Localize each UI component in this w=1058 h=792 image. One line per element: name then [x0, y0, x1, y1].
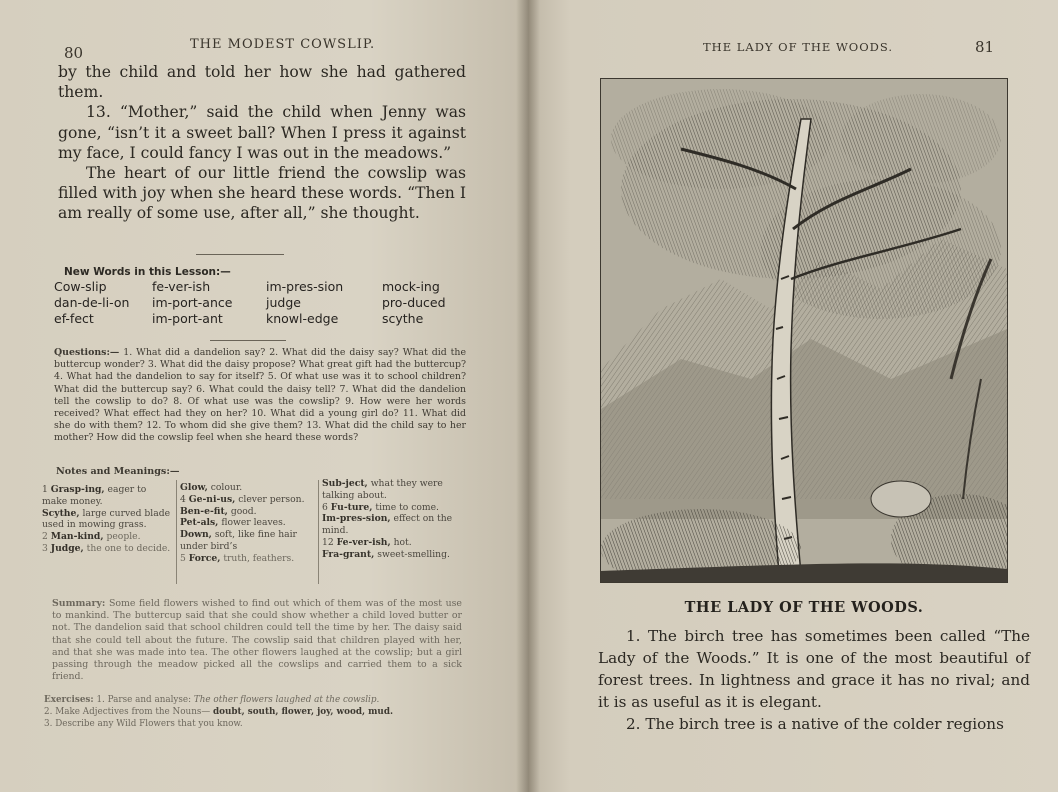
exercises-block — [44, 694, 464, 730]
note-entry: Sub-ject, what they were talking about. — [322, 478, 443, 501]
book-gutter — [516, 0, 540, 792]
new-word: ef-fect — [54, 311, 94, 326]
note-entry: Scythe, large curved blade used in mowing grass. — [42, 507, 171, 531]
birch-tree-illustration — [600, 78, 1008, 583]
paragraph: by the child and told her how she had gathered them. — [58, 63, 466, 102]
paragraph: 1. The birch tree has sometimes been called “The Lady of the Woods.” It is one of the most beautiful of forest trees. In lightness and grace it has no rival; and it is as useful as it is elegant. — [598, 627, 1030, 711]
new-word: pro-duced — [382, 295, 446, 310]
paragraph: 13. “Mother,” said the child when Jenny was gone, “isn’t it a sweet ball? When I press it against my face, I could fancy I was out in the meadows.” — [58, 103, 466, 162]
notes-heading: Notes and Meanings:— — [56, 466, 180, 477]
divider — [210, 340, 286, 341]
note-entry: Down, soft, like fine hair under bird’s — [180, 529, 297, 552]
notes-column-3 — [322, 478, 462, 561]
note-entry: 6 Fu-ture, time to come. — [322, 501, 439, 513]
exercise-item: 2. Make Adjectives from the Nouns— doubt, south, flower, joy, wood, mud. — [44, 707, 394, 717]
exercise-item: 3. Describe any Wild Flowers that you know. — [44, 719, 243, 729]
note-entry: Ben-e-fit, good. — [180, 505, 257, 517]
summary-label: Summary: — [52, 598, 106, 609]
note-entry: Fra-grant, sweet-smelling. — [322, 548, 450, 560]
left-running-head: THE MODEST COWSLIP. — [190, 37, 376, 52]
questions-label: Questions:— — [54, 347, 120, 358]
new-word: im-pres-sion — [266, 279, 344, 294]
new-word: scythe — [382, 311, 424, 326]
summary-block — [52, 598, 462, 683]
note-entry: 5 Force, truth, feathers. — [180, 552, 295, 564]
left-page-number: 80 — [64, 44, 84, 62]
note-entry: 4 Ge-ni-us, clever person. — [180, 493, 305, 505]
note-entry: Pet-als, flower leaves. — [180, 517, 286, 529]
paragraph: The heart of our little friend the cowslip was filled with joy when she heard these words. “Then I am really of some use, after all,” she thought. — [58, 164, 466, 223]
new-word: judge — [266, 295, 301, 310]
note-entry: 12 Fe-ver-ish, hot. — [322, 536, 412, 548]
note-entry: 3 Judge, the one to decide. — [42, 542, 171, 554]
questions-text: 1. What did a dandelion say? 2. What did the daisy say? What did the buttercup wonder? 3. What did the daisy propose? What great gift had the buttercup? 4. What had the dandelion to say for itself? 5. Of what use was it to school children? What did the buttercup say? 6. What could the daisy tell? 7. What did the dandelion tell the cowslip to do? 8. Of what use was the cowslip? 9. How were her words received? What effect had they on her? 10. What did a young girl do? 11. What did she do with them? 12. To whom did she give them? 13. What did the child say to her mother? How did the cowslip feel when she heard these words? — [54, 347, 467, 444]
notes-column-2 — [180, 482, 312, 565]
notes-column-1 — [42, 484, 172, 555]
lesson-title: THE LADY OF THE WOODS. — [684, 599, 924, 616]
new-word: Cow-slip — [54, 279, 107, 294]
paragraph: 2. The birch tree is a native of the colder regions — [626, 715, 1004, 733]
column-divider — [176, 480, 177, 584]
divider — [196, 254, 284, 255]
summary-text: Some field flowers wished to find out which of them was of the most use to mankind. The buttercup said that she could show whether a child loved butter or not. The dandelion said that school children could tell the time by her. The daisy said that she could tell about the future. The cowslip said that children played with her, and that she was made into tea. The other flowers laughed at the cowslip; but a girl passing through the meadow picked all the cowslips and carried them to a sick friend. — [52, 598, 462, 683]
new-word: im-port-ance — [152, 295, 233, 310]
right-page-number: 81 — [975, 38, 995, 56]
left-body-text — [58, 62, 466, 224]
new-word: fe-ver-ish — [152, 279, 211, 294]
note-entry: Im-pres-sion, effect on the mind. — [322, 513, 453, 537]
new-words-list — [54, 279, 464, 326]
column-divider — [318, 480, 319, 584]
new-words-heading: New Words in this Lesson:— — [64, 266, 231, 278]
new-word: im-port-ant — [152, 311, 223, 326]
birch-tree-icon — [601, 79, 1007, 582]
questions-block — [54, 347, 466, 445]
new-word: knowl-edge — [266, 311, 339, 326]
right-running-head: THE LADY OF THE WOODS. — [703, 40, 893, 54]
exercise-item: Exercises: 1. Parse and analyse: The other flowers laughed at the cowslip. — [44, 695, 380, 705]
new-word: mock-ing — [382, 279, 440, 294]
right-body-text — [598, 625, 1030, 735]
note-entry: 1 Grasp-ing, eager to make money. — [42, 484, 147, 507]
note-entry: 2 Man-kind, people. — [42, 531, 141, 543]
note-entry: Glow, colour. — [180, 482, 243, 493]
new-word: dan-de-li-on — [54, 295, 130, 310]
